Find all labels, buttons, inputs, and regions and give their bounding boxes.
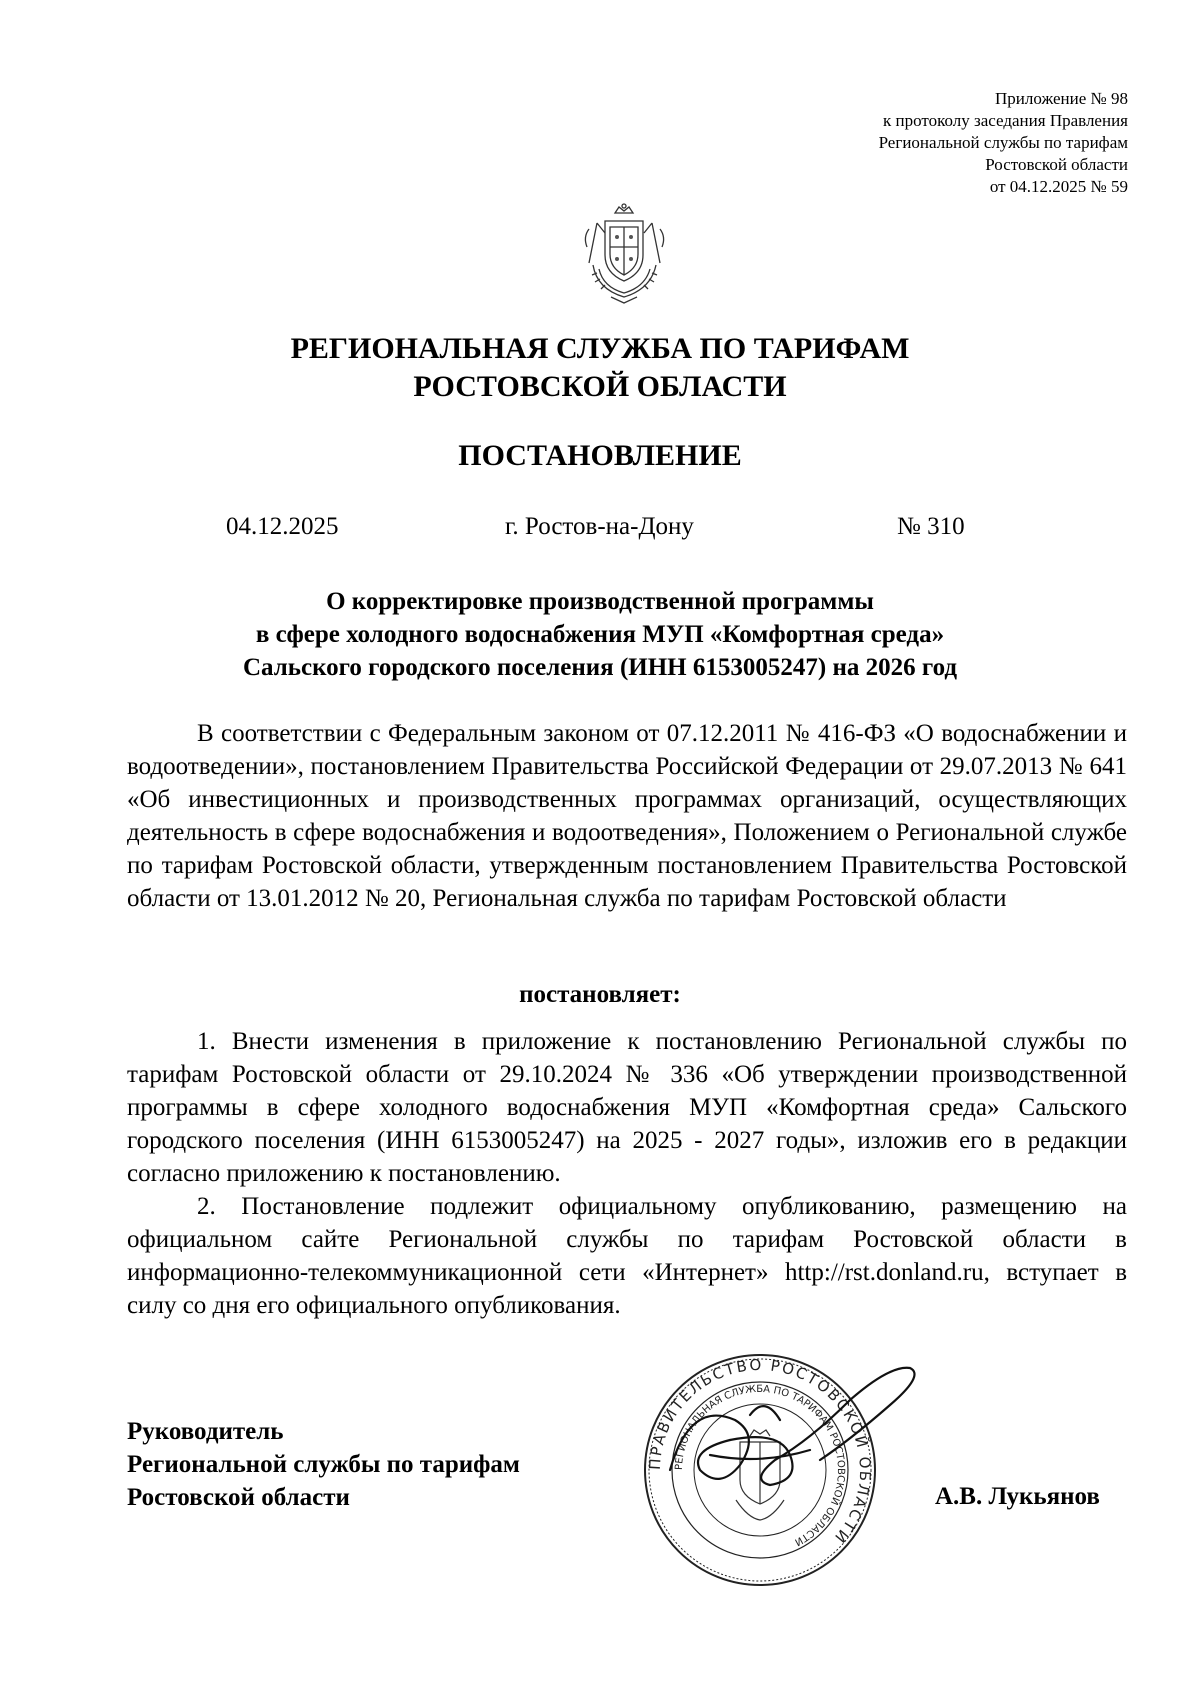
annex-line: Региональной службы по тарифам xyxy=(878,133,1128,152)
subject-line: О корректировке производственной программы xyxy=(326,588,874,615)
decree-item: 1. Внести изменения в приложение к постановлению Региональной службы по тарифам Ростовской области от 29.10.2024 № 336 «Об утверждении производственной программы в сфере холодного водоснабжения МУП «Комфортная среда» Сальского городского поселения (ИНН 6153005247) на 2025 - 2027 годы», изложив его в редакции согласно приложению к постановлению. xyxy=(127,1028,1127,1187)
seal-outer-text: ПРАВИТЕЛЬСТВО РОСТОВСКОЙ ОБЛАСТИ xyxy=(645,1355,875,1548)
document-city: г. Ростов-на-Дону xyxy=(505,513,694,540)
decree-items xyxy=(127,1025,1127,1322)
annex-line: Ростовской области xyxy=(985,155,1128,174)
organization-title-line: РЕГИОНАЛЬНАЯ СЛУЖБА ПО ТАРИФАМ xyxy=(290,332,910,365)
organization-title-line: РОСТОВСКОЙ ОБЛАСТИ xyxy=(413,370,787,403)
document-subject xyxy=(0,585,1200,684)
handwritten-signature-icon xyxy=(640,1360,930,1530)
signer-title-line: Руководитель xyxy=(127,1418,284,1445)
organization-title xyxy=(0,330,1200,406)
annex-line: к протоколу заседания Правления xyxy=(883,111,1128,130)
signer-title-line: Ростовской области xyxy=(127,1484,350,1511)
signer-name: А.В. Лукьянов xyxy=(935,1483,1100,1510)
subject-line: в сфере холодного водоснабжения МУП «Комфортная среда» xyxy=(255,621,945,648)
coat-of-arms-icon xyxy=(577,203,672,306)
decree-word: постановляет: xyxy=(519,981,681,1008)
seal-inner-text: РЕГИОНАЛЬНАЯ СЛУЖБА ПО ТАРИФАМ РОСТОВСКОЙ ОБЛАСТИ xyxy=(673,1383,847,1548)
signer-title xyxy=(127,1415,520,1514)
document-type: ПОСТАНОВЛЕНИЕ xyxy=(458,439,742,472)
annex-block xyxy=(879,88,1128,198)
annex-line: Приложение № 98 xyxy=(995,89,1128,108)
document-date: 04.12.2025 xyxy=(226,513,339,540)
preamble-paragraph: В соответствии с Федеральным законом от 07.12.2011 № 416-ФЗ «О водоснабжении и водоотведении», постановлением Правительства Российской Федерации от 29.07.2013 № 641 «Об инвестиционных и производственных программах организаций, осуществляющих деятельность в сфере водоснабжения и водоотведения», Положением о Региональной службе по тарифам Ростовской области, утвержденным постановлением Правительства Ростовской области от 13.01.2012 № 20, Региональная служба по тарифам Ростовской области xyxy=(127,720,1127,912)
decree-item: 2. Постановление подлежит официальному опубликованию, размещению на официальном сайте Региональной службы по тарифам Ростовской области в информационно-телекоммуникационной сети «Интернет» http://rst.donland.ru, вступает в силу со дня его официального опубликования. xyxy=(127,1193,1127,1319)
annex-line: от 04.12.2025 № 59 xyxy=(989,177,1128,196)
signer-title-line: Региональной службы по тарифам xyxy=(127,1451,520,1478)
document-number: № 310 xyxy=(897,513,965,540)
subject-line: Сальского городского поселения (ИНН 6153005247) на 2026 год xyxy=(242,654,958,681)
